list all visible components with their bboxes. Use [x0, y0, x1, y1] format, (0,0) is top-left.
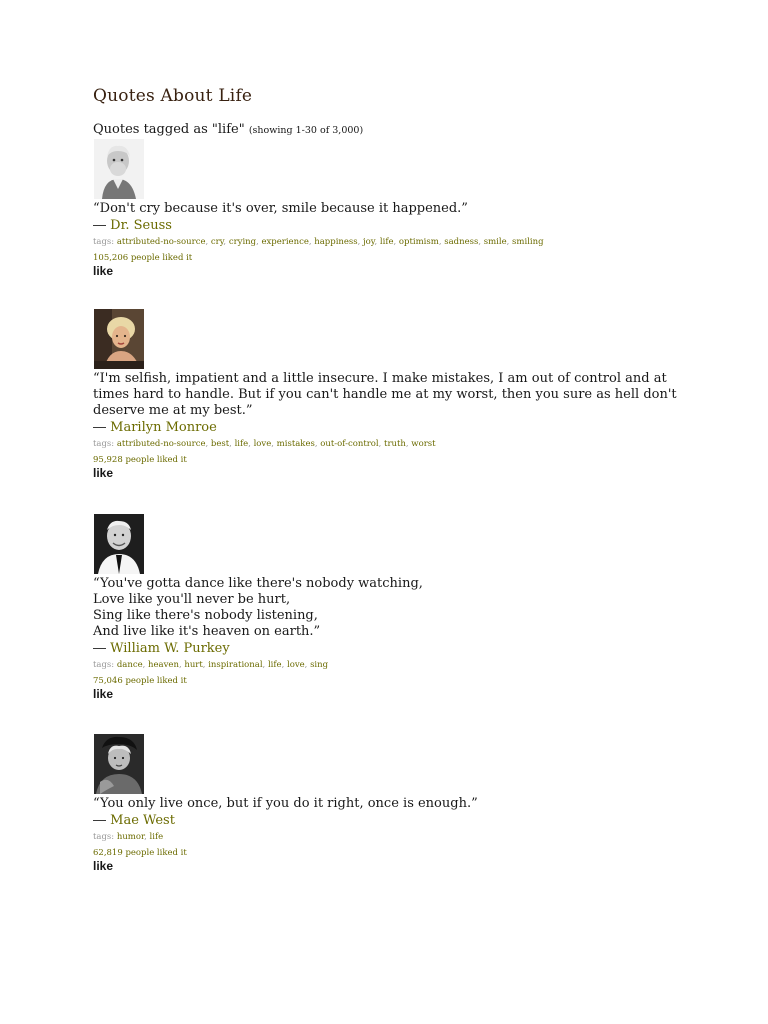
- tag-link[interactable]: sadness: [444, 237, 479, 247]
- author-photo[interactable]: [94, 309, 144, 369]
- likes-link[interactable]: 105,206 people liked it: [93, 253, 193, 263]
- tag-link[interactable]: sing: [310, 660, 329, 670]
- author-link[interactable]: Marilyn Monroe: [110, 420, 217, 435]
- quote-author: [93, 813, 693, 829]
- quote-card: [93, 514, 693, 701]
- likes-count: [93, 454, 693, 466]
- tag-link[interactable]: smiling: [512, 237, 544, 247]
- quote-author: [93, 641, 693, 657]
- quote-card: [93, 309, 693, 480]
- tags-label: tags:: [93, 439, 115, 449]
- like-button[interactable]: like: [93, 264, 114, 278]
- quote-text: “You've gotta dance like there's nobody watching, Love like you'll never be hurt, Sing like there's nobody listening, And live like it's heaven on earth.”: [93, 576, 423, 639]
- tag-link[interactable]: mistakes: [276, 439, 315, 449]
- quote-text: “Don't cry because it's over, smile because it happened.”: [93, 201, 468, 216]
- tag-link[interactable]: inspirational: [208, 660, 263, 670]
- tags-label: tags:: [93, 660, 115, 670]
- tag-link[interactable]: out-of-control: [320, 439, 379, 449]
- tag-link[interactable]: cry: [210, 237, 224, 247]
- tag-link[interactable]: dance: [116, 660, 143, 670]
- tag-list: attributed-no-source, cry, crying, experience, happiness, joy, life, optimism, sadness, smile, smiling: [116, 237, 544, 247]
- quote-author: [93, 218, 693, 234]
- tag-list: attributed-no-source, best, life, love, mistakes, out-of-control, truth, worst: [116, 439, 436, 449]
- tags-label: tags:: [93, 832, 115, 842]
- tag-link[interactable]: crying: [228, 237, 257, 247]
- tag-link[interactable]: life: [379, 237, 394, 247]
- like-button[interactable]: like: [93, 859, 114, 873]
- tag-link[interactable]: smile: [483, 237, 507, 247]
- subtitle-tag-label: Quotes tagged as "life": [93, 122, 245, 137]
- author-dash: ―: [93, 218, 106, 233]
- author-link[interactable]: Mae West: [110, 813, 175, 828]
- tag-link[interactable]: happiness: [314, 237, 358, 247]
- tag-link[interactable]: worst: [411, 439, 436, 449]
- subtitle-count: (showing 1-30 of 3,000): [248, 125, 364, 136]
- tag-link[interactable]: heaven: [148, 660, 179, 670]
- tag-link[interactable]: joy: [363, 237, 375, 247]
- tag-link[interactable]: hurt: [184, 660, 203, 670]
- author-photo[interactable]: [94, 734, 144, 794]
- quote-tags: [93, 236, 693, 248]
- page-title: Quotes About Life: [93, 86, 253, 106]
- author-photo[interactable]: [94, 139, 144, 199]
- tag-link[interactable]: attributed-no-source: [116, 237, 206, 247]
- author-dash: ―: [93, 813, 106, 828]
- quote-tags: [93, 659, 693, 671]
- tag-link[interactable]: experience: [261, 237, 309, 247]
- tag-list: dance, heaven, hurt, inspirational, life, love, sing: [116, 660, 329, 670]
- likes-count: [93, 847, 693, 859]
- author-link[interactable]: William W. Purkey: [110, 641, 230, 656]
- author-photo[interactable]: [94, 514, 144, 574]
- like-button[interactable]: like: [93, 466, 114, 480]
- portrait-photo-mae-west: [94, 734, 144, 794]
- author-link[interactable]: Dr. Seuss: [110, 218, 172, 233]
- tag-list: humor, life: [116, 832, 164, 842]
- quote-author: [93, 420, 693, 436]
- tag-link[interactable]: life: [149, 832, 164, 842]
- likes-link[interactable]: 75,046 people liked it: [93, 676, 187, 686]
- tag-link[interactable]: humor: [116, 832, 145, 842]
- quote-tags: [93, 831, 693, 843]
- portrait-photo-marilyn-monroe: [94, 309, 144, 369]
- portrait-photo-william-purkey: [94, 514, 144, 574]
- author-dash: ―: [93, 420, 106, 435]
- tag-link[interactable]: life: [267, 660, 282, 670]
- likes-link[interactable]: 62,819 people liked it: [93, 848, 187, 858]
- portrait-photo-dr-seuss: [94, 139, 144, 199]
- like-button[interactable]: like: [93, 687, 114, 701]
- tag-link[interactable]: life: [234, 439, 249, 449]
- tag-link[interactable]: optimism: [398, 237, 439, 247]
- tags-label: tags:: [93, 237, 115, 247]
- quote-text: “I'm selfish, impatient and a little insecure. I make mistakes, I am out of control and at times hard to handle. But if you can't handle me at my worst, then you sure as hell don't deserve me at my best.”: [93, 371, 677, 418]
- author-dash: ―: [93, 641, 106, 656]
- quote-card: [93, 734, 693, 873]
- quote-card: [93, 139, 693, 278]
- tag-link[interactable]: truth: [384, 439, 406, 449]
- page-subtitle: [93, 122, 363, 137]
- tag-link[interactable]: best: [210, 439, 230, 449]
- tag-link[interactable]: love: [253, 439, 272, 449]
- quote-text: “You only live once, but if you do it right, once is enough.”: [93, 796, 478, 811]
- likes-count: [93, 252, 693, 264]
- tag-link[interactable]: attributed-no-source: [116, 439, 206, 449]
- likes-link[interactable]: 95,928 people liked it: [93, 455, 187, 465]
- likes-count: [93, 675, 693, 687]
- tag-link[interactable]: love: [286, 660, 305, 670]
- quote-tags: [93, 438, 693, 450]
